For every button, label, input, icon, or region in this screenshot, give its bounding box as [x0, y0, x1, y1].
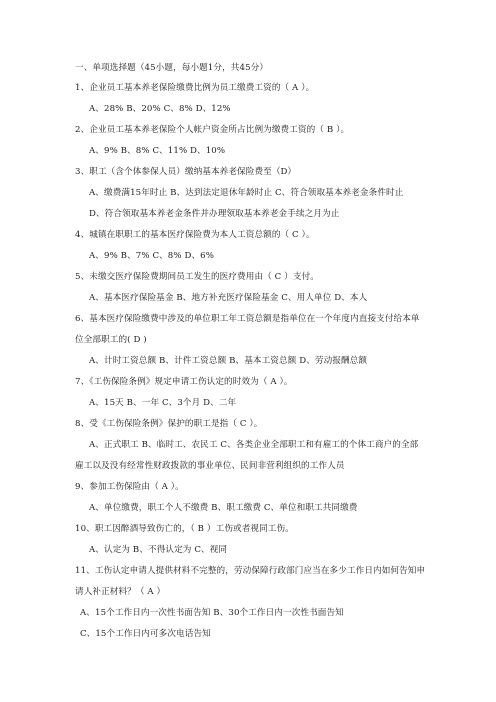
question-7: 7、《工伤保险条例》规定申请工伤认定的时效为（ A ）。 [75, 377, 293, 387]
question-2: 2、企业员工基本养老保险个人帐户资金所占比例为缴费工资的（ B ）。 [75, 125, 350, 135]
question-11: 11、工伤认定申请人提供材料不完整的，劳动保障行政部门应当在多少工作日内如何告知申 [75, 566, 426, 576]
question-11-cont: 请人补正材料？（ A ） [75, 587, 166, 597]
question-4: 4、城镇在职职工的基本医疗保险费为本人工资总额的（ C ）。 [75, 230, 315, 240]
question-5-options: A、基本医疗保险基金 B、地方补充医疗保险基金 C、用人单位 D、本人 [89, 293, 368, 303]
question-2-options: A、9% B、8% C、11% D、10% [89, 146, 226, 156]
question-3: 3、职工（含个体参保人员）缴纳基本养老保险费至（D） [75, 167, 297, 177]
question-11-options: A、15个工作日内一次性书面告知 B、30个工作日内一次性书面告知 [80, 608, 344, 618]
section-heading: 一、单项选择题（45小题，每小题1分，共45分） [75, 63, 269, 73]
question-5: 5、未缴交医疗保险费期间员工发生的医疗费用由（ C ）支付。 [75, 272, 319, 282]
question-3-options-cont: D、符合领取基本养老金条件并办理领取基本养老金手续之月为止 [89, 209, 340, 219]
question-10-options: A、认定为 B、不得认定为 C、视同 [89, 545, 228, 555]
question-10: 10、职工因醉酒导致伤亡的，（ B ）工伤或者视同工伤。 [75, 524, 294, 534]
question-8: 8、受《工伤保险条例》保护的职工是指（ C ）。 [75, 419, 263, 429]
question-3-options: A、缴费满15年时止 B、达到法定退休年龄时止 C、符合领取基本养老金条件时止 [89, 188, 404, 198]
question-6-options: A、计时工资总额 B、计件工资总额 B、基本工资总额 D、劳动报酬总额 [89, 356, 368, 366]
question-6-cont: 位全部职工的( D ) [75, 335, 147, 345]
question-8-options-cont: 雇工以及没有经常性财政拨款的事业单位、民间非营利组织的工作人员 [75, 461, 345, 471]
question-1-options: A、28% B、20% C、8% D、12% [89, 104, 231, 114]
question-9-options: A、单位缴费，职工个人不缴费 B、职工缴费 C、单位和职工共同缴费 [89, 503, 358, 513]
question-8-options: A、正式职工 B、临时工、农民工 C、各类企业全部职工和有雇工的个体工商户的全部 [89, 440, 419, 450]
question-6: 6、基本医疗保险缴费中涉及的单位职工年工资总额是指单位在一个年度内直接支付给本单 [75, 314, 420, 324]
question-11-options-cont: C、15个工作日内可多次电话告知 [80, 629, 211, 639]
question-1: 1、企业员工基本养老保险缴费比例为员工缴费工资的（ A ）。 [75, 83, 315, 93]
question-7-options: A、15天 B、一年 C、3个月 D、二年 [89, 398, 237, 408]
question-9: 9、参加工伤保险由（ A ）。 [75, 482, 184, 492]
question-4-options: A、9% B、7% C、8% D、6% [89, 251, 214, 261]
